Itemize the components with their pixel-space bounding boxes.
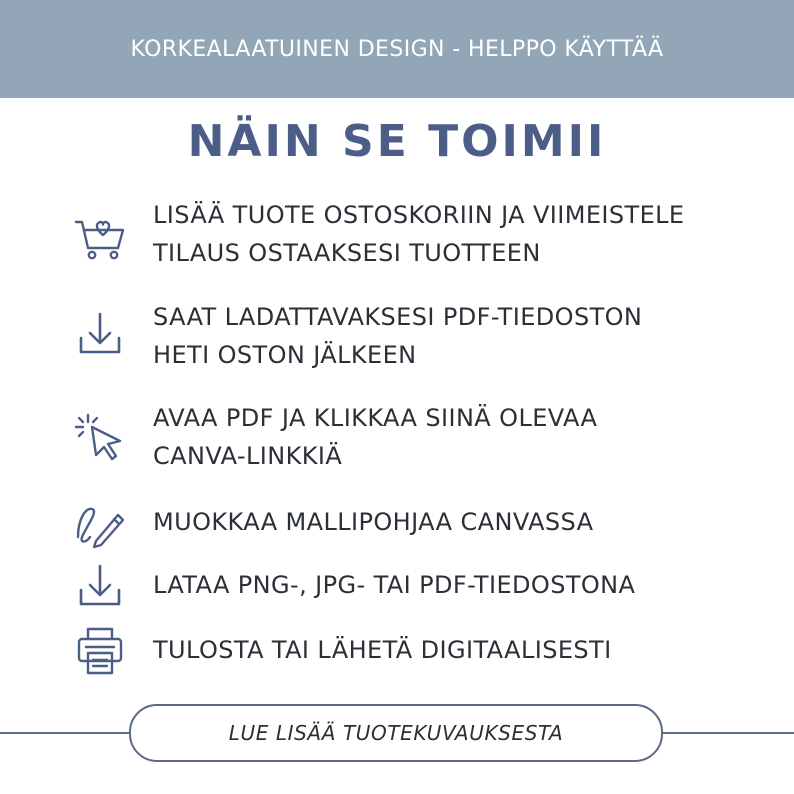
step-text xyxy=(153,503,773,541)
divider-left xyxy=(0,732,130,734)
step-line: MUOKKAA MALLIPOHJAA CANVASSA xyxy=(153,508,594,536)
top-banner xyxy=(0,0,794,98)
printer-icon xyxy=(72,623,128,679)
divider-right xyxy=(660,732,794,734)
step-text xyxy=(153,399,773,475)
step-line: TULOSTA TAI LÄHETÄ DIGITAALISESTI xyxy=(153,636,612,664)
read-more-button[interactable] xyxy=(129,704,663,762)
read-more-label: LUE LISÄÄ TUOTEKUVAUKSESTA xyxy=(228,721,564,745)
step-line: TILAUS OSTAAKSESI TUOTTEEN xyxy=(153,239,541,267)
download-icon xyxy=(72,560,128,616)
step-line: AVAA PDF JA KLIKKAA SIINÄ OLEVAA xyxy=(153,404,598,432)
step-line: CANVA-LINKKIÄ xyxy=(153,442,343,470)
cart-heart-icon xyxy=(72,208,128,264)
banner-text: KORKEALAATUINEN DESIGN - HELPPO KÄYTTÄÄ xyxy=(130,36,664,62)
step-line: LISÄÄ TUOTE OSTOSKORIIN JA VIIMEISTELE xyxy=(153,201,685,229)
step-line: LATAA PNG-, JPG- TAI PDF-TIEDOSTONA xyxy=(153,571,636,599)
step-text xyxy=(153,196,773,272)
step-text xyxy=(153,631,773,669)
edit-pen-icon xyxy=(72,497,128,553)
download-icon xyxy=(72,308,128,364)
step-line: SAAT LADATTAVAKSESI PDF-TIEDOSTON xyxy=(153,303,643,331)
step-text xyxy=(153,298,773,374)
step-line: HETI OSTON JÄLKEEN xyxy=(153,341,417,369)
step-text xyxy=(153,566,773,604)
page-title: NÄIN SE TOIMII xyxy=(187,116,607,167)
cursor-click-icon xyxy=(72,411,128,467)
